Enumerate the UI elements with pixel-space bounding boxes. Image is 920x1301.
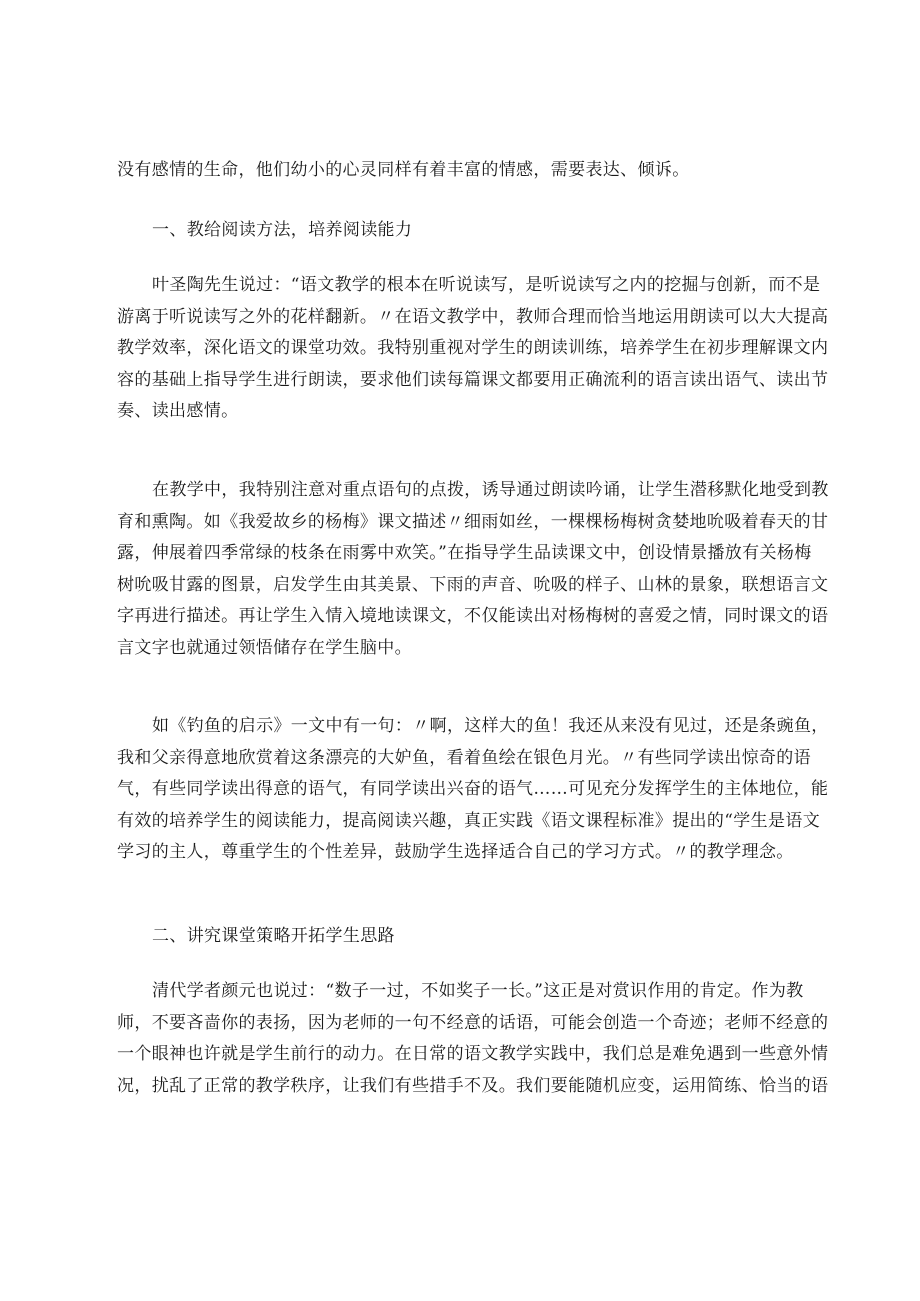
text-line: 言文字也就通过领悟储存在学生脑中。 xyxy=(117,637,412,658)
text-line: 奏、读出感情。 xyxy=(117,401,239,421)
text-line: 叶圣陶先生说过：“语文教学的根本在听说读写，是听说读写之内的挖掘与创新，而不是 xyxy=(152,275,821,295)
paragraph-3 xyxy=(117,711,829,869)
text-line: 气，有些同学读出得意的语气，有同学读出兴奋的语气……可见充分发挥学生的主体地位，能 xyxy=(117,779,829,799)
text-line: 况，扰乱了正常的教学秩序，让我们有些措手不及。我们要能随机应变，运用简练、恰当的语 xyxy=(117,1075,829,1096)
text-line: 育和熏陶。如《我爱故乡的杨梅》课文描述〃细雨如丝，一棵棵杨梅树贪婪地吮吸着春天的甘 xyxy=(117,511,829,532)
paragraph-2 xyxy=(117,475,829,664)
text-line: 有效的培养学生的阅读能力，提高阅读兴趣，真正实践《语文课程标准》提出的“学生是语文 xyxy=(117,810,821,831)
text-line: 容的基础上指导学生进行朗读，要求他们读每篇课文都要用正确流利的语言读出语气、读出节 xyxy=(117,369,829,390)
text-line: 在教学中，我特别注意对重点语句的点拨，诱导通过朗读吟诵，让学生潜移默化地受到教 xyxy=(152,480,829,500)
text-line: 字再进行描述。再让学生入情入境地读课文，不仅能读出对杨梅树的喜爱之情，同时课文的语 xyxy=(117,606,829,626)
text-line: 学习的主人，尊重学生的个性差异，鼓励学生选择适合自己的学习方式。〃的教学理念。 xyxy=(117,842,794,862)
text-line: 我和父亲得意地欣赏着这条漂亮的大妒鱼，看着鱼绘在银色月光。〃有些同学读出惊奇的语 xyxy=(117,747,811,768)
text-line: 一个眼神也许就是学生前行的动力。在日常的语文教学实践中，我们总是难免遇到一些意外情 xyxy=(117,1044,829,1064)
text-line: 没有感情的生命，他们幼小的心灵同样有着丰富的情感，需要表达、倾诉。 xyxy=(117,160,690,180)
section-heading-2: 二、讲究课堂策略开拓学生思路 xyxy=(152,926,395,946)
text-line: 师，不要吝啬你的表扬，因为老师的一句不经意的话语，可能会创造一个奇迹；老师不经意的 xyxy=(117,1012,829,1033)
paragraph-4 xyxy=(117,976,829,1102)
text-line: 露，伸展着四季常绿的枝条在雨雾中欢笑。”在指导学生品读课文中，创设情景播放有关杨梅 xyxy=(117,543,812,563)
paragraph-1 xyxy=(117,270,829,428)
continuation-paragraph xyxy=(117,155,803,187)
text-line: 如《钓鱼的启示》一文中有一句：〃啊，这样大的鱼！我还从来没有见过，还是条豌鱼， xyxy=(152,716,829,736)
text-line: 树吮吸甘露的图景，启发学生由其美景、下雨的声音、吮吸的样子、山林的景象，联想语言文 xyxy=(117,574,829,595)
section-heading-1: 一、教给阅读方法，培养阅读能力 xyxy=(152,220,413,240)
text-line: 清代学者颜元也说过：“数子一过，不如奖子一长。”这正是对赏识作用的肯定。作为教 xyxy=(152,981,804,1001)
text-line: 游离于听说读写之外的花样翻新。〃在语文教学中，教师合理而恰当地运用朗读可以大大提高 xyxy=(117,306,829,327)
text-line: 教学效率，深化语文的课堂功效。我特别重视对学生的朗读训练，培养学生在初步理解课文内 xyxy=(117,338,829,358)
